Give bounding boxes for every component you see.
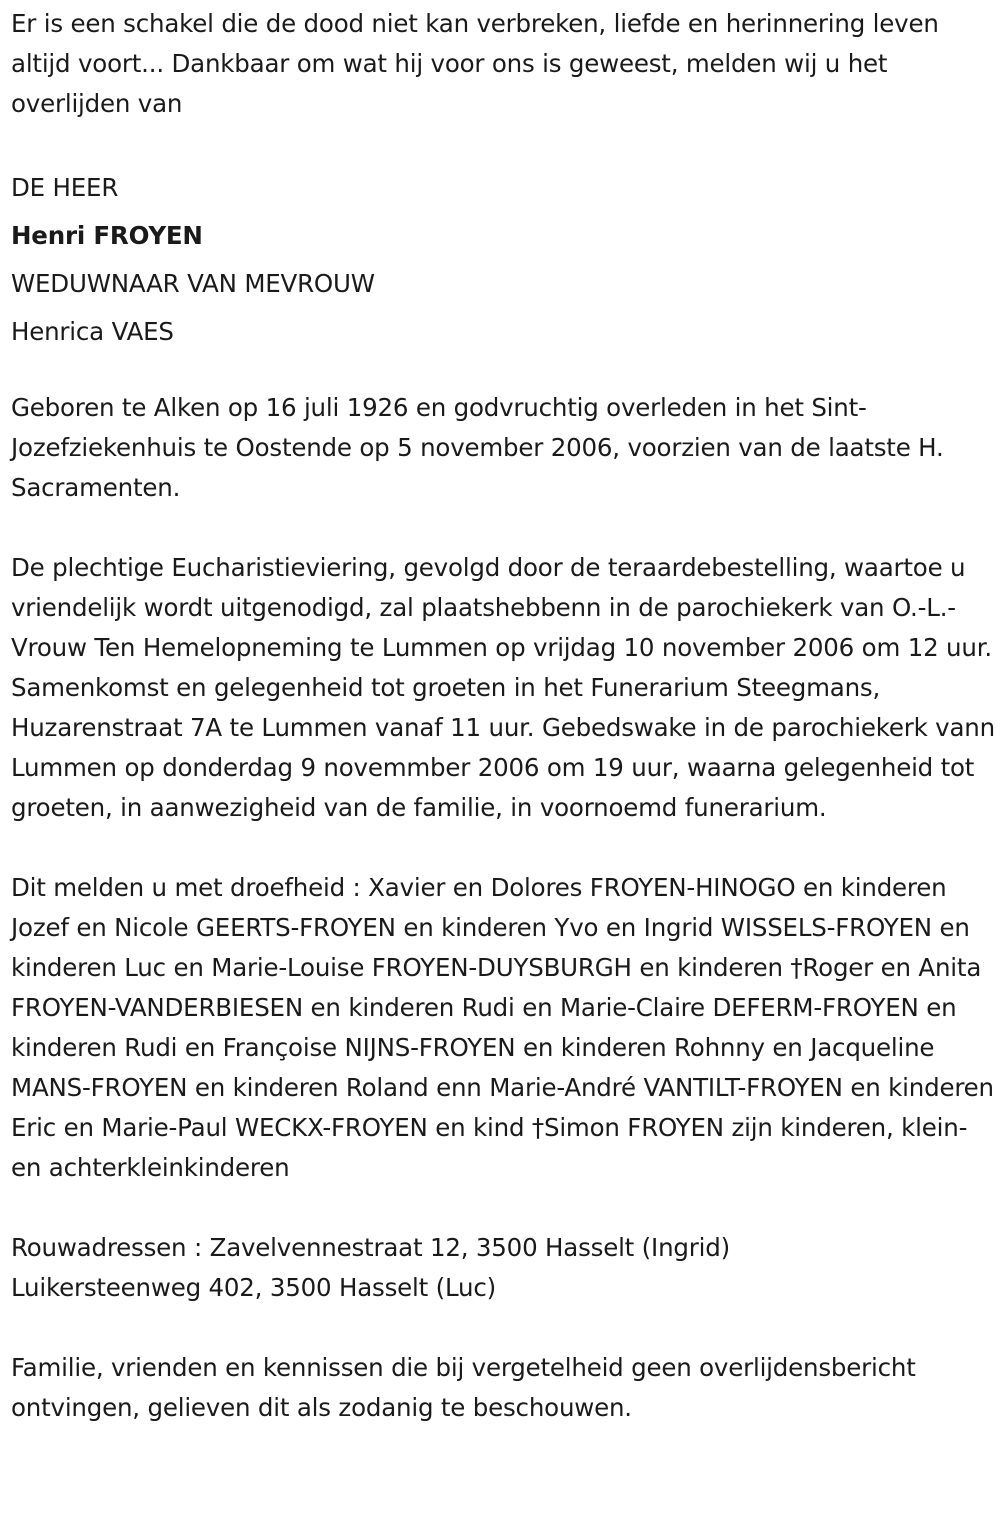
title-line: DE HEER — [11, 173, 119, 202]
spouse-name: Henrica VAES — [11, 317, 174, 346]
obituary-document — [11, 4, 995, 1468]
closing-paragraph: Familie, vrienden en kennissen die bij vergetelheid geen overlijdensbericht ontvingen, gelieven dit als zodanig te beschouwen. — [11, 1353, 916, 1422]
deceased-heading — [11, 164, 995, 356]
address-line-1: Rouwadressen : Zavelvennestraat 12, 3500 Hasselt (Ingrid) — [11, 1233, 730, 1262]
addresses-block — [11, 1228, 995, 1308]
family-paragraph: Dit melden u met droefheid : Xavier en Dolores FROYEN-HINOGO en kinderen Jozef en Nicole GEERTS-FROYEN en kinderen Yvo en Ingrid WISSELS-FROYEN en kinderen Luc en Marie-Louise FROYEN-DUYSBURGH en kinderen †Roger en Anita FROYEN-VANDERBIESEN en kinderen Rudi en Marie-Claire DEFERM-FROYEN en kinderen Rudi en Françoise NIJNS-FROYEN en kinderen Rohnny en Jacqueline MANS-FROYEN en kinderen Roland enn Marie-André VANTILT-FROYEN en kinderen Eric en Marie-Paul WECKX-FROYEN en kind †Simon FROYEN zijn kinderen, klein- en achterkleinkinderen — [11, 873, 994, 1182]
address-line-2: Luikersteenweg 402, 3500 Hasselt (Luc) — [11, 1273, 496, 1302]
birth-death-paragraph: Geboren te Alken op 16 juli 1926 en godvruchtig overleden in het Sint-Jozefziekenhuis te Oostende op 5 november 2006, voorzien van de laatste H. Sacramenten. — [11, 393, 944, 502]
intro-paragraph: Er is een schakel die de dood niet kan verbreken, liefde en herinnering leven altijd voort... Dankbaar om wat hij voor ons is geweest, melden wij u het overlijden van — [11, 9, 939, 118]
ceremony-paragraph: De plechtige Eucharistieviering, gevolgd door de teraardebestelling, waartoe u vriendelijk wordt uitgenodigd, zal plaatshebbenn in de parochiekerk van O.-L.-Vrouw Ten Hemelopneming te Lummen op vrijdag 10 november 2006 om 12 uur. Samenkomst en gelegenheid tot groeten in het Funerarium Steegmans, Huzarenstraat 7A te Lummen vanaf 11 uur. Gebedswake in de parochiekerk vann Lummen op donderdag 9 novemmber 2006 om 19 uur, waarna gelegenheid tot groeten, in aanwezigheid van de familie, in voornoemd funerarium. — [11, 553, 995, 822]
widower-line: WEDUWNAAR VAN MEVROUW — [11, 269, 375, 298]
deceased-name: Henri FROYEN — [11, 221, 203, 250]
